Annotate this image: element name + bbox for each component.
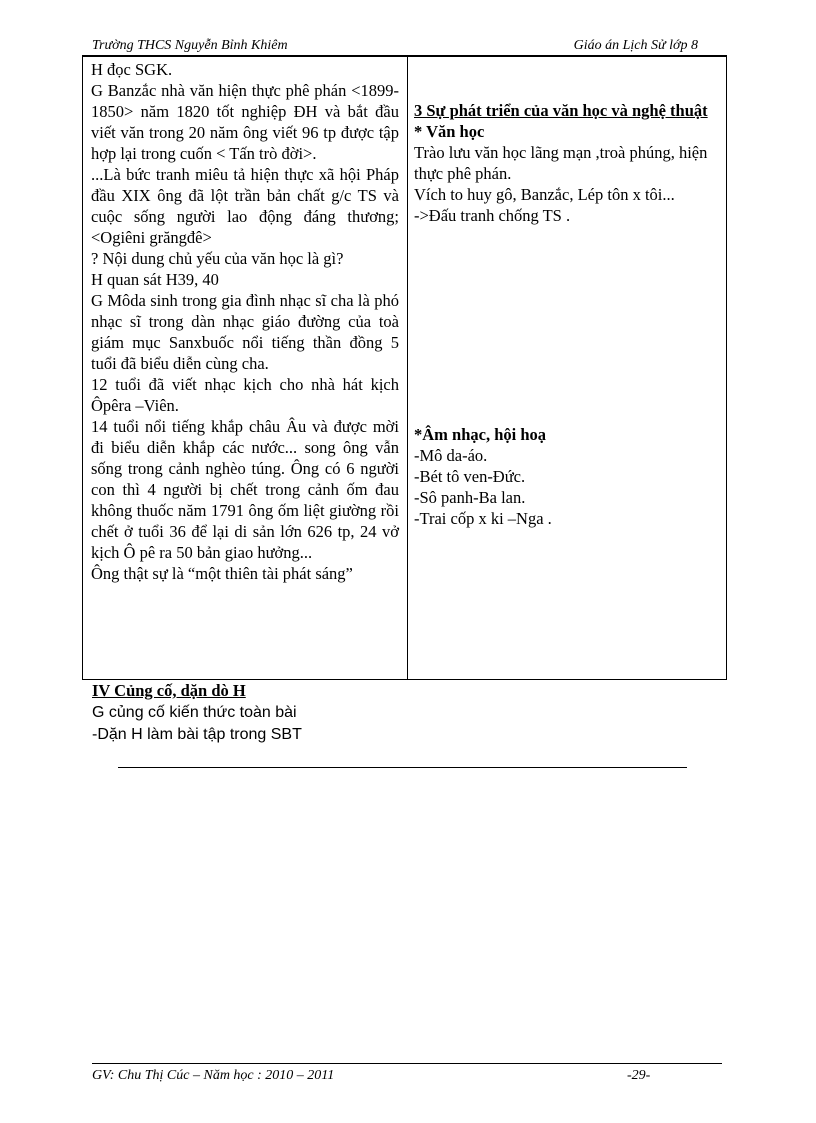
lesson-table (82, 56, 727, 680)
page-footer (92, 1068, 722, 1088)
paragraph: 12 tuổi đã viết nhạc kịch cho nhà hát kịch Ôpêra –Viên. (91, 375, 399, 415)
footer-rule (92, 1063, 722, 1064)
arts-item: -Mô da-áo. (414, 446, 488, 465)
question: ? Nội dung chủ yếu của văn học là gì? (91, 249, 344, 268)
content-column-arts (414, 424, 724, 529)
page-header (92, 38, 698, 56)
teacher-info: GV: Chu Thị Cúc – Năm học : 2010 – 2011 (92, 1068, 335, 1083)
content-column-literature (414, 100, 724, 226)
consolidation-section (92, 680, 692, 746)
end-rule (118, 767, 687, 768)
paragraph: Ông thật sự là “một thiên tài phát sáng” (91, 564, 353, 583)
literature-text: Trào lưu văn học lãng mạn ,troà phúng, hiện thực phê phán. (414, 143, 708, 183)
consolidation-line: -Dặn H làm bài tập trong SBT (92, 726, 302, 743)
consolidation-line: G củng cố kiến thức toàn bài (92, 704, 297, 721)
arts-item: -Trai cốp x ki –Nga . (414, 509, 552, 528)
paragraph: 14 tuổi nổi tiếng khắp châu Âu và được mời đi biểu diễn khắp các nước... song ông vẫn sống trong cảnh nghèo túng. Ông có 6 người con thì 4 người bị chết trong cảnh ốm đau không thuốc năm 1791 ông ốm liệt giường rồi chết ở tuổi 36 để lại di sản lớn 626 tp, 24 vở kịch Ô pê ra 50 bản giao hưởng... (91, 417, 399, 562)
paragraph: ...Là bức tranh miêu tả hiện thực xã hội Pháp đầu XIX ông đã lột trần bản chất g/c TS và cuộc sống người lao động đáng thương; <Ogiêni grăngđê> (91, 165, 399, 247)
literature-authors: Vích to huy gô, Banzắc, Lép tôn x tôi... (414, 185, 675, 204)
column-divider (407, 57, 408, 679)
paragraph: G Môda sinh trong gia đình nhạc sĩ cha là phó nhạc sĩ trong dàn nhạc giáo đường của toà giám mục Sanxbuốc nổi tiếng thần đồng 5 tuổi đã biểu diễn cùng cha. (91, 291, 399, 373)
paragraph: H quan sát H39, 40 (91, 270, 219, 289)
consolidation-heading: IV Củng cố, dặn dò H (92, 681, 246, 700)
literature-goal: ->Đấu tranh chống TS . (414, 206, 571, 225)
literature-heading: * Văn học (414, 122, 485, 141)
section-title: 3 Sự phát triển của văn học và nghệ thuật (414, 101, 708, 120)
arts-item: -Bét tô ven-Đức. (414, 467, 526, 486)
arts-item: -Sô panh-Ba lan. (414, 488, 526, 507)
paragraph: G Banzắc nhà văn hiện thực phê phán <1899- 1850> năm 1820 tốt nghiệp ĐH và bắt đầu viết văn trong 20 năm ông viết 96 tp được tập hợp lại trong cuốn < Tấn trò đời>. (91, 81, 399, 163)
school-name: Trường THCS Nguyễn Bỉnh Khiêm (92, 38, 288, 53)
paragraph: H đọc SGK. (91, 60, 173, 79)
arts-heading: *Âm nhạc, hội hoạ (414, 425, 547, 444)
page-number: -29- (627, 1068, 651, 1083)
lesson-subject: Giáo án Lịch Sử lớp 8 (573, 38, 698, 53)
teacher-activity-column (91, 59, 399, 584)
